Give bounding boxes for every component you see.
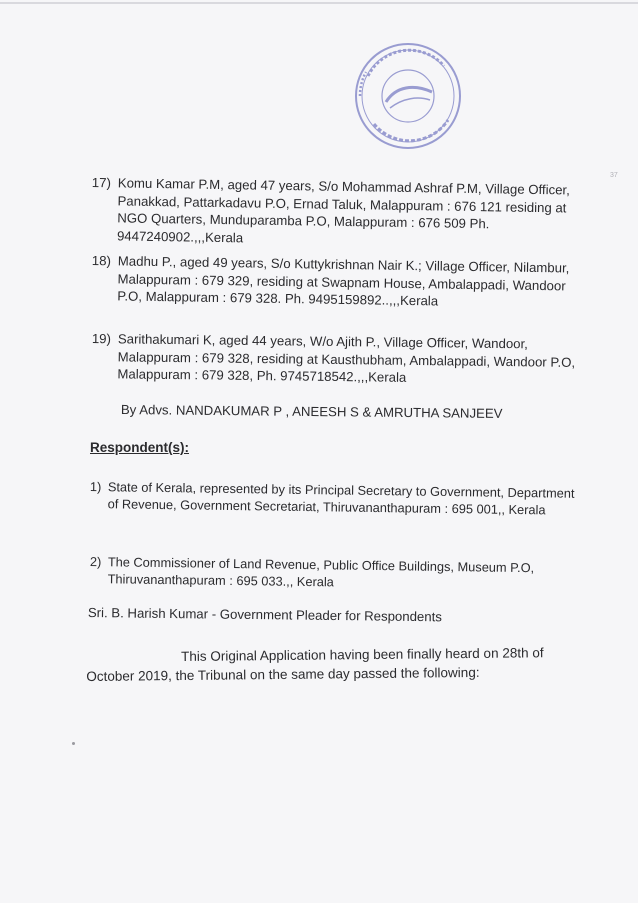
page-marker: 37: [610, 172, 618, 179]
applicant-details: Madhu P., aged 49 years, S/o Kuttykrishnan Nair K.; Village Officer, Nilambur, Malappuram : 679 329, residing at Swapnam House, Ambalappadi, Wandoor P.O, Malappuram : 679 328. Ph. 9495159892..,,,Kerala: [117, 253, 570, 309]
applicant-details: Komu Kamar P.M, aged 47 years, S/o Mohammad Ashraf P.M, Village Officer, Panakkad, Pattarkadavu P.O, Ernad Taluk, Malappuram : 676 121 residing at NGO Quarters, Munduparamba P.O, Malappuram : 676 509 Ph. 9447240902.,,,Kerala: [116, 175, 570, 246]
advocates-line: By Advs. NANDAKUMAR P , ANEESH S & AMRUTHA SANJEEV: [120, 402, 503, 421]
closing-paragraph: This Original Application having been finally heard on 28th of October 2019, the Tribunal on the same day passed the following:: [86, 645, 544, 684]
item-number: 2): [89, 554, 102, 570]
scan-speck: [72, 742, 75, 745]
item-number: 19): [91, 330, 112, 347]
item-number: 1): [89, 479, 102, 495]
respondent-details: State of Kerala, represented by its Principal Secretary to Government, Department of Revenue, Government Secretariat, Thiruvananthapuram : 695 001,, Kerala: [107, 479, 575, 517]
item-number: 17): [91, 174, 112, 191]
scan-edge-line: [0, 2, 638, 4]
government-pleader-line: Sri. B. Harish Kumar - Government Pleader for Respondents: [87, 605, 442, 625]
applicant-details: Sarithakumari K, aged 44 years, W/o Ajith P., Village Officer, Wandoor, Malappuram : 679 328, residing at Kausthubham, Ambalappadi, Wandoor P.O, Malappuram : 679 328, Ph. 9745718542.,,,Kerala: [117, 331, 576, 386]
respondent-details: The Commissioner of Land Revenue, Public Office Buildings, Museum P.O, Thiruvananthapuram : 695 033.,, Kerala: [107, 554, 535, 590]
item-number: 18): [91, 252, 112, 269]
tribunal-seal-stamp: [348, 36, 468, 156]
respondents-heading: Respondent(s):: [90, 440, 189, 455]
